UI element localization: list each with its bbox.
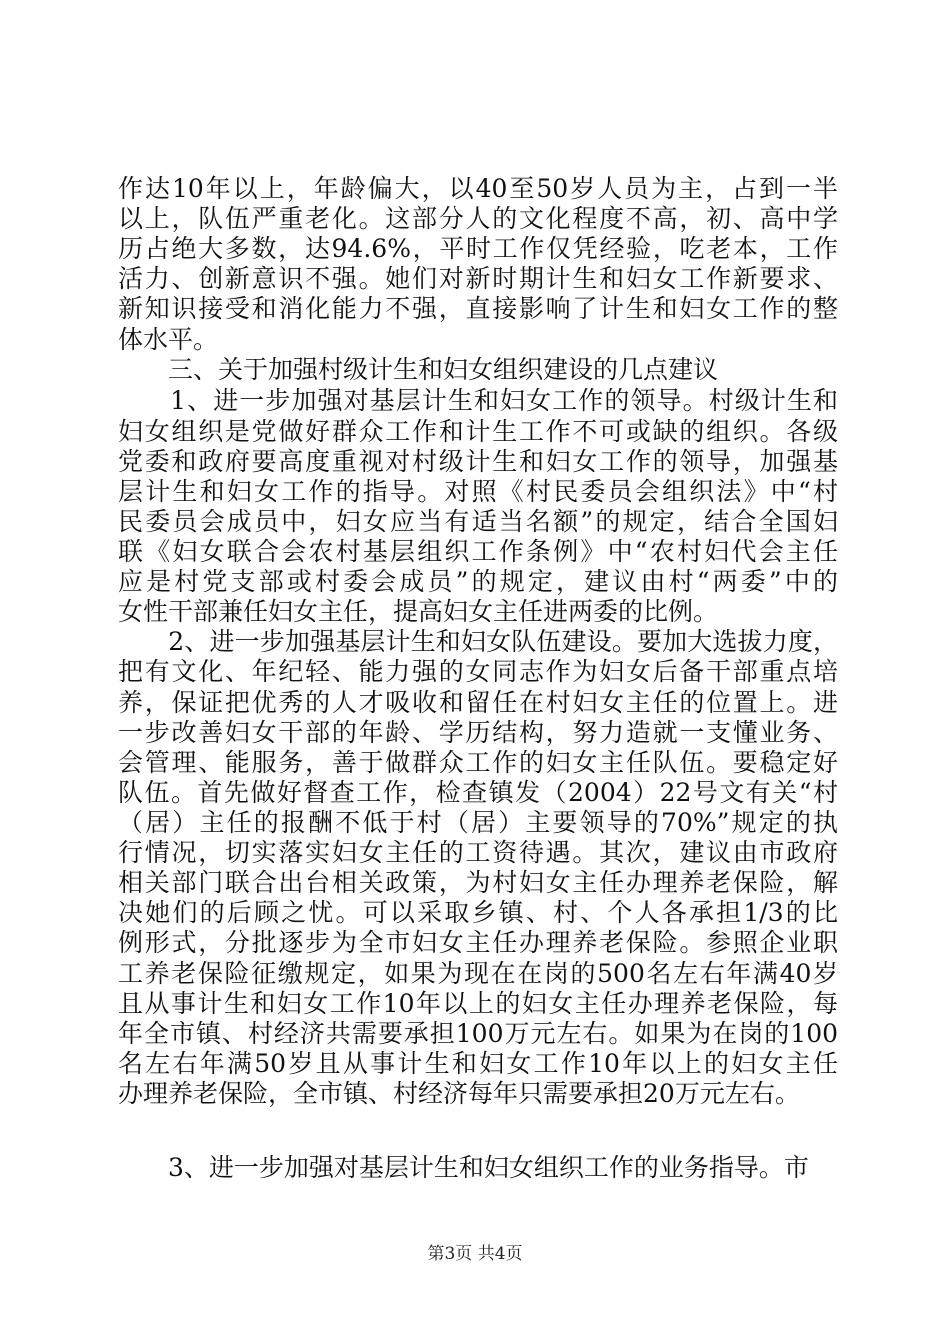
text-line: 队伍。首先做好督查工作，检查镇发（2004）22号文有关“村	[118, 778, 838, 807]
text-line: 历占绝大多数，达94.6%，平时工作仅凭经验，吃老本，工作	[118, 234, 838, 263]
text-line: 党委和政府要高度重视对村级计生和妇女工作的领导，加强基	[118, 447, 838, 476]
text-line: 行情况，切实落实妇女主任的工资待遇。其次，建议由市政府	[118, 838, 838, 867]
text-line: 例形式，分批逐步为全市妇女主任办理养老保险。参照企业职	[118, 928, 838, 957]
text-line: 决她们的后顾之忧。可以采取乡镇、村、个人各承担1/3的比	[118, 898, 838, 927]
text-line: 体水平。	[118, 325, 219, 354]
text-line: 会管理、能服务，善于做群众工作的妇女主任队伍。要稳定好	[118, 748, 838, 777]
text-line: 应是村党支部或村委会成员”的规定，建议由村“两委”中的	[118, 567, 838, 596]
text-line: 作达10年以上，年龄偏大，以40至50岁人员为主，占到一半	[118, 174, 838, 203]
text-line: 一步改善妇女干部的年龄、学历结构，努力造就一支懂业务、	[118, 718, 838, 747]
text-line: 2、进一步加强基层计生和妇女队伍建设。要加大选拔力度，	[118, 627, 838, 656]
text-line: 养，保证把优秀的人才吸收和留任在村妇女主任的位置上。进	[118, 688, 838, 717]
text-line: 新知识接受和消化能力不强，直接影响了计生和妇女工作的整	[118, 294, 838, 323]
text-line: 女性干部兼任妇女主任，提高妇女主任进两委的比例。	[118, 597, 719, 626]
text-line: 以上，队伍严重老化。这部分人的文化程度不高，初、高中学	[118, 204, 838, 233]
page-footer: 第3页 共4页	[427, 1244, 523, 1264]
text-line: 1、进一步加强对基层计生和妇女工作的领导。村级计生和	[118, 386, 838, 415]
text-line: 把有文化、年纪轻、能力强的女同志作为妇女后备干部重点培	[118, 657, 838, 686]
text-line: 工养老保险征缴规定，如果为现在在岗的500名左右年满40岁	[118, 959, 838, 988]
text-line: 且从事计生和妇女工作10年以上的妇女主任办理养老保险，每	[118, 989, 838, 1018]
text-line: 三、关于加强村级计生和妇女组织建设的几点建议	[118, 355, 719, 384]
text-line: （居）主任的报酬不低于村（居）主要领导的70%”规定的执	[118, 808, 838, 837]
text-line: 相关部门联合出台相关政策，为村妇女主任办理养老保险，解	[118, 868, 838, 897]
text-line: 活力、创新意识不强。她们对新时期计生和妇女工作新要求、	[118, 264, 838, 293]
text-line: 妇女组织是党做好群众工作和计生工作不可或缺的组织。各级	[118, 417, 838, 446]
text-line: 年全市镇、村经济共需要承担100万元左右。如果为在岗的100	[118, 1019, 838, 1048]
text-line: 办理养老保险，全市镇、村经济每年只需要承担20万元左右。	[118, 1079, 800, 1108]
text-line: 民委员会成员中，妇女应当有适当名额”的规定，结合全国妇	[118, 507, 838, 536]
text-line: 3、进一步加强对基层计生和妇女组织工作的业务指导。市	[118, 1153, 809, 1182]
text-line: 联《妇女联合会农村基层组织工作条例》中“农村妇代会主任	[118, 537, 838, 566]
text-line: 层计生和妇女工作的指导。对照《村民委员会组织法》中“村	[118, 477, 838, 506]
text-line: 名左右年满50岁且从事计生和妇女工作10年以上的妇女主任	[118, 1049, 838, 1078]
